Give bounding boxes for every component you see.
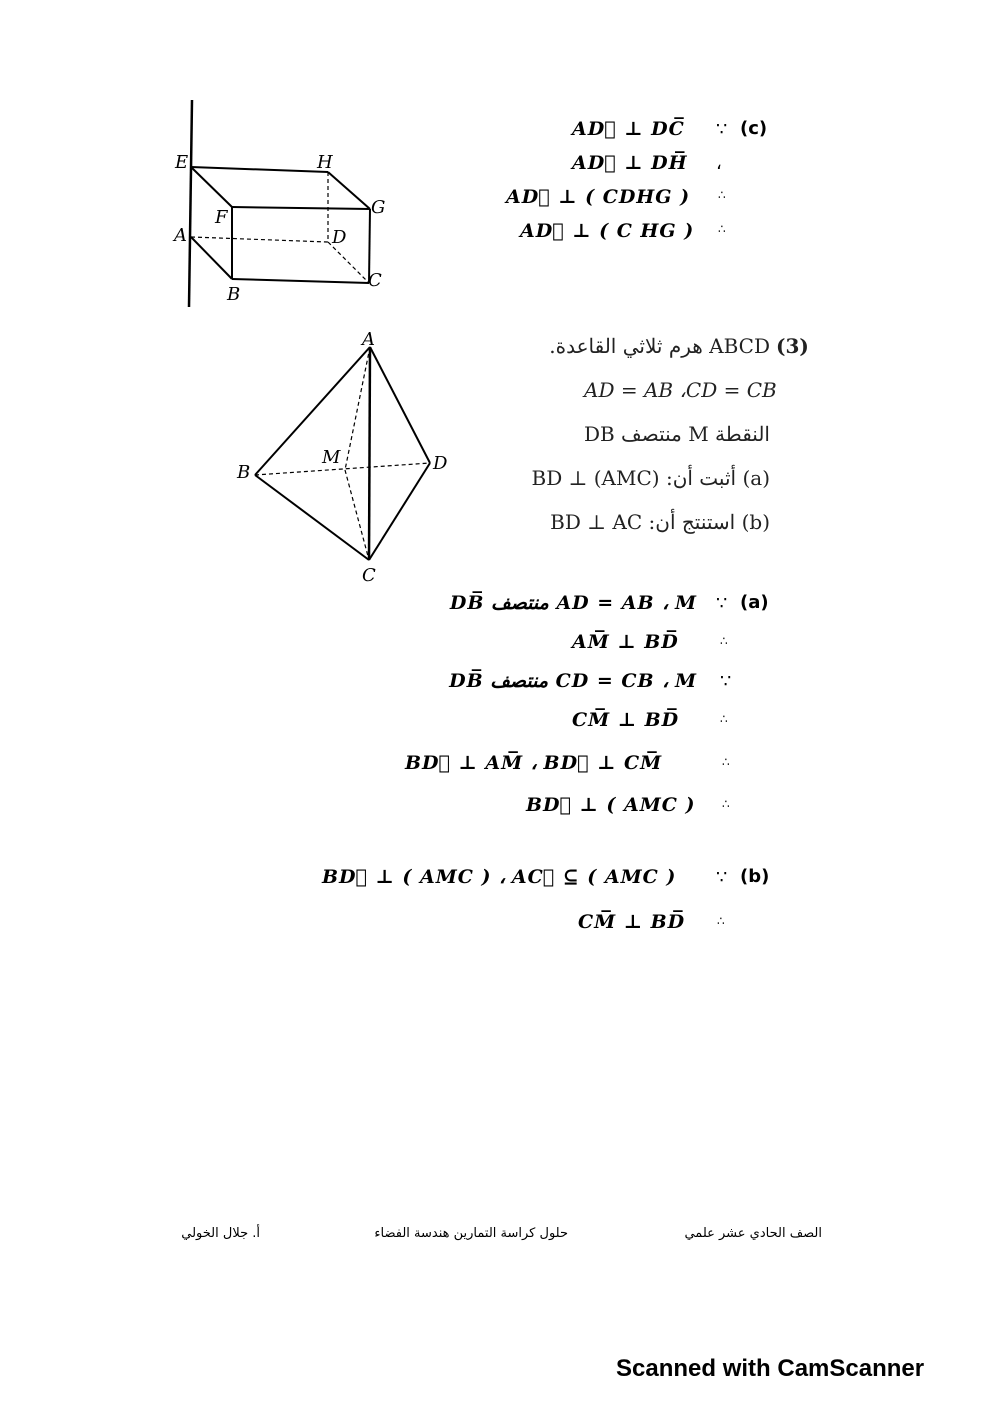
box-label-f: F xyxy=(215,207,228,228)
part-c-sym-4: ∴ xyxy=(718,222,726,236)
part-b-sym-2: ∴ xyxy=(717,914,725,928)
q3-line-5: (b) استنتج أن: BD ⊥ AC xyxy=(550,510,770,534)
part-b-line-2: CM̅ ⊥ BD̅ xyxy=(578,911,686,933)
part-c-line-3: AD⃡ ⊥ ( CDHG ) xyxy=(506,186,691,208)
q3-line-4: (a) أثبت أن: BD ⊥ (AMC) xyxy=(531,466,770,490)
box-label-a: A xyxy=(174,225,187,246)
part-c-sym-3: ∴ xyxy=(718,188,726,202)
part-a-sym-1: ∵ xyxy=(716,593,728,614)
part-a-line-6: BD⃡ ⊥ ( AMC ) xyxy=(526,794,696,816)
part-a-label: (a) xyxy=(740,592,769,613)
pyramid-label-d: D xyxy=(433,453,448,474)
part-a-sym-6: ∴ xyxy=(722,797,730,811)
q3-number: (3) xyxy=(776,334,809,358)
part-c-sym-1: ∵ xyxy=(716,119,728,140)
part-a-sym-2: ∴ xyxy=(720,634,728,648)
part-c-line-4: AD⃡ ⊥ ( C HG ) xyxy=(520,220,695,242)
footer-grade: الصف الحادي عشر علمي xyxy=(684,1226,822,1241)
part-b-label: (b) xyxy=(740,866,770,887)
pyramid-label-a: A xyxy=(362,329,375,350)
box-label-e: E xyxy=(175,152,189,173)
pyramid-label-b: B xyxy=(237,462,251,483)
part-a-sym-5: ∴ xyxy=(722,755,730,769)
q3-line-1: ABCD هرم ثلاثي القاعدة. xyxy=(549,334,770,358)
q3-line-3: النقطة M منتصف DB xyxy=(583,422,770,446)
q3-line-2: AD = AB ،CD = CB xyxy=(584,378,777,402)
part-c-sym-2: ، xyxy=(716,153,722,174)
part-a-line-1: AD = AB ، M منتصف DB̅ xyxy=(449,592,697,614)
part-a-sym-4: ∴ xyxy=(720,712,728,726)
part-b-sym-1: ∵ xyxy=(716,867,728,888)
part-b-line-1: BD⃡ ⊥ ( AMC ) ، AC⃡ ⊆ ( AMC ) xyxy=(322,866,677,888)
box-label-c: C xyxy=(368,270,382,291)
footer-author: أ. جلال الخولي xyxy=(181,1226,260,1241)
part-a-line-2: AM̅ ⊥ BD̅ xyxy=(572,631,679,653)
pyramid-figure xyxy=(230,325,460,590)
part-a-line-5: BD⃡ ⊥ AM̅ ، BD⃡ ⊥ CM̅ xyxy=(405,752,663,774)
part-a-line-4: CM̅ ⊥ BD̅ xyxy=(572,709,680,731)
pyramid-label-m: M xyxy=(322,447,341,468)
box-label-g: G xyxy=(371,197,386,218)
part-c-label: (c) xyxy=(740,118,768,139)
scanner-watermark: Scanned with CamScanner xyxy=(616,1355,925,1382)
part-a-line-3: CD = CB ، M منتصف DB̅ xyxy=(449,670,697,692)
part-c-line-1: AD⃡ ⊥ DC̅ xyxy=(572,118,685,140)
part-a-sym-3: ∵ xyxy=(720,671,732,692)
box-label-b: B xyxy=(227,284,241,305)
box-label-h: H xyxy=(317,152,333,173)
pyramid-label-c: C xyxy=(362,565,376,586)
box-label-d: D xyxy=(332,227,347,248)
box-figure xyxy=(165,95,405,315)
part-c-line-2: AD⃡ ⊥ DH̅ xyxy=(572,152,688,174)
footer-title: حلول كراسة التمارين هندسة الفضاء xyxy=(374,1226,568,1241)
